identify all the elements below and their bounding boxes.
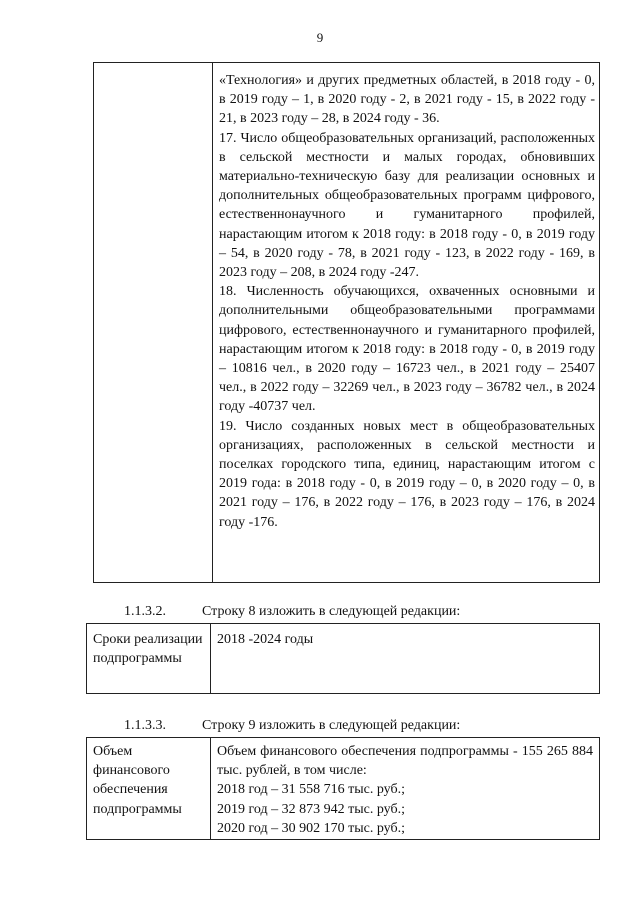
financing-year-2018: 2018 год – 31 558 716 тыс. руб.; (217, 782, 405, 798)
indicators-table (93, 62, 600, 583)
financing-year-2020: 2020 год – 30 902 170 тыс. руб.; (217, 820, 405, 836)
section-instruction: Строку 8 изложить в следующей редакции: (202, 604, 461, 619)
indicators-right-cell (219, 71, 595, 532)
terms-label: Сроки реализации подпрограммы (93, 632, 203, 667)
financing-year-2019: 2019 год – 32 873 942 тыс. руб.; (217, 801, 405, 817)
terms-value: 2018 -2024 годы (217, 632, 314, 647)
section-heading-1-1-3-3 (124, 716, 460, 735)
indicator-text-16-cont: «Технология» и других предметных областей, в 2018 году - 0, в 2019 году – 1, в 2020 году - 2, в 2021 году - 15, в 2022 году - 21, в 2023 году – 28, в 2024 году - 36. (219, 73, 595, 127)
financing-table (86, 737, 600, 840)
indicator-text-18: 18. Численность обучающихся, охваченных основными и дополнительными общеобразовательными программами цифрового, естественнонаучного и гуманитарного профилей, нарастающим итогом к 2018 году: в 2018 году - 0, в 2019 году – 10816 чел., в 2020 году – 16723 чел., в 2021 году – 25407 чел., в 2022 году – 32269 чел., в 2023 году – 36782 чел., в 2024 году -40737 чел. (219, 284, 595, 415)
section-heading-1-1-3-2 (124, 602, 460, 621)
section-number: 1.1.3.3. (124, 718, 166, 733)
financing-label: Объем финансового обеспечения подпрограммы (93, 744, 182, 817)
financing-total: Объем финансового обеспечения подпрограммы - 155 265 884 тыс. рублей, в том числе: (217, 744, 593, 779)
section-instruction: Строку 9 изложить в следующей редакции: (202, 718, 461, 733)
financing-value (217, 742, 593, 838)
indicator-text-17: 17. Число общеобразовательных организаций, расположенных в сельской местности и малых городах, обновивших материально-техническую базу для реализации основных и дополнительных общеобразовательных программ цифрового, естественнонаучного и гуманитарного профилей, нарастающим итогом к 2018 году: в 2018 году - 0, в 2019 году – 54, в 2020 году - 78, в 2021 году - 123, в 2022 году - 169, в 2023 году – 208, в 2024 году -247. (219, 130, 595, 281)
indicator-text-19: 19. Число созданных новых мест в общеобразовательных организациях, расположенных в сельской местности и поселках городского типа, единиц, нарастающим итогом с 2019 года: в 2018 году - 0, в 2019 году – 0, в 2020 году – 0, в 2021 году – 176, в 2022 году – 176, в 2023 году – 176, в 2024 году -176. (219, 418, 595, 530)
page-number: 9 (316, 30, 324, 45)
terms-table (86, 623, 600, 694)
section-number: 1.1.3.2. (124, 604, 166, 619)
